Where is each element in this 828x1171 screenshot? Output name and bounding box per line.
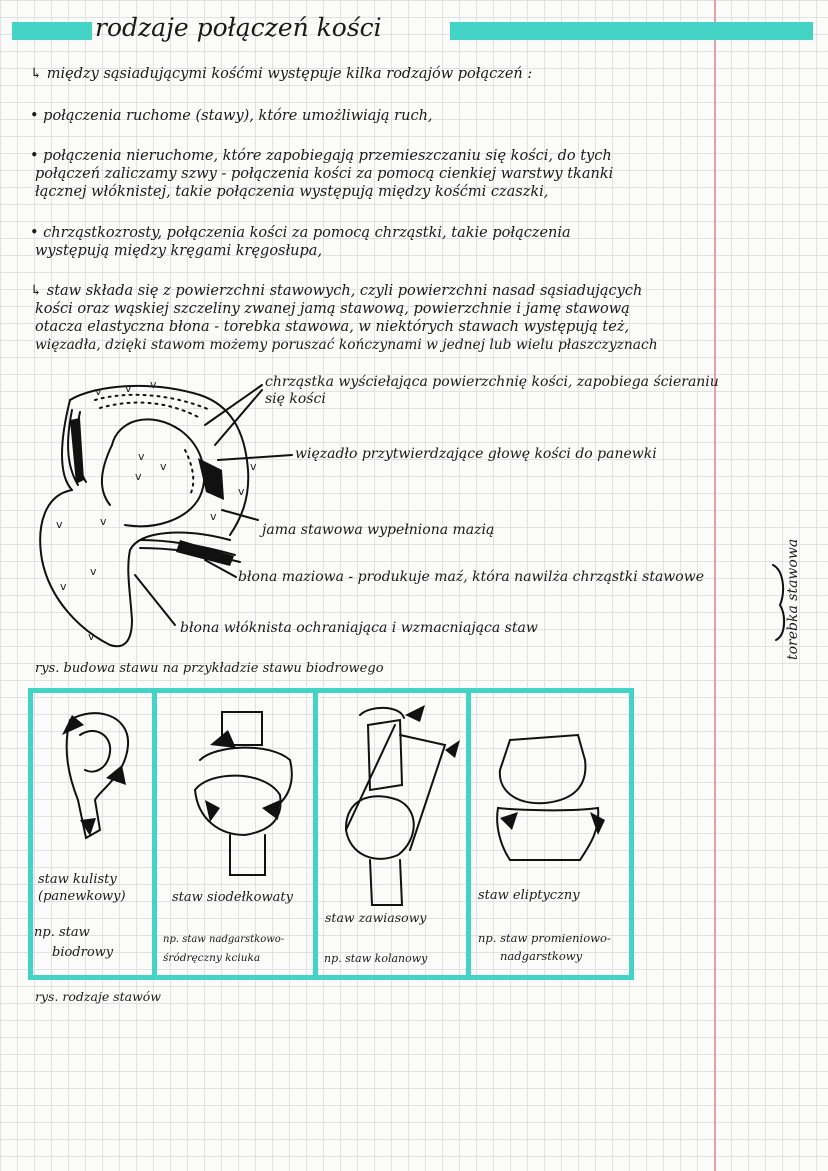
type1-example-line2: biodrowy (52, 945, 114, 960)
svg-text:v: v (60, 580, 67, 593)
svg-text:v: v (100, 515, 107, 528)
label-ligament: więzadło przytwierdzające głowę kości do panewki (295, 446, 657, 462)
svg-text:v: v (238, 485, 245, 498)
svg-text:v: v (95, 385, 102, 398)
type2-example-line1: np. staw nadgarstkowo- (163, 934, 285, 945)
joint-text-line4: więzadła, dzięki stawom możemy poruszać kończynami w jednej lub wielu płaszczyznach (35, 337, 658, 353)
svg-text:v: v (250, 460, 257, 473)
type1-name-line2: (panewkowy) (38, 889, 126, 904)
label-capsule: torebka stawowa (785, 538, 801, 660)
type4-name: staw eliptyczny (478, 888, 580, 903)
svg-text:v: v (125, 382, 132, 395)
type1-name-line1: staw kulisty (38, 872, 117, 887)
label-cavity: jama stawowa wypełniona mazią (262, 522, 495, 538)
joint-text-line1: ↳ staw składa się z powierzchni stawowych, czyli powierzchni nasad sąsiadujących (30, 283, 643, 299)
svg-text:v: v (135, 470, 142, 483)
label-cartilage-line1: chrząstka wyściełająca powierzchnię kości, zapobiega ścieraniu (265, 374, 719, 390)
joint-text-line2: kości oraz wąskiej szczeliny zwanej jamą stawową, powierzchnie i jamę stawową (35, 301, 630, 317)
type4-example-line2: nadgarstkowy (500, 949, 583, 963)
types-caption: rys. rodzaje stawów (35, 989, 162, 1004)
joint-text-line3: otacza elastyczna błona - torebka stawowa, w niektórych stawach występują też, (35, 319, 630, 335)
label-cartilage-line2: się kości (265, 391, 326, 407)
svg-text:v: v (160, 460, 167, 473)
svg-text:v: v (88, 630, 95, 643)
label-synovial: błona maziowa - produkuje maź, która nawilża chrząstki stawowe (238, 569, 704, 585)
type4-example-line1: np. staw promieniowo- (478, 931, 611, 945)
page-title: rodzaje połączeń kości (95, 13, 382, 42)
diagram-caption: rys. budowa stawu na przykładzie stawu biodrowego (35, 661, 384, 676)
type1-example-line1: np. staw (34, 925, 90, 940)
bullet-immovable-line1: • połączenia nieruchome, które zapobiegają przemieszczaniu się kości, do tych (30, 148, 612, 164)
svg-text:v: v (138, 450, 145, 463)
bullet-cartilaginous-line1: • chrząstkozrosty, połączenia kości za pomocą chrząstki, takie połączenia (30, 225, 571, 241)
svg-text:v: v (210, 510, 217, 523)
svg-text:v: v (150, 378, 157, 391)
bullet-immovable-line3: łącznej włóknistej, takie połączenia występują między kośćmi czaszki, (35, 184, 549, 200)
type3-name: staw zawiasowy (325, 910, 427, 925)
type2-name: staw siodełkowaty (172, 890, 293, 905)
bullet-cartilaginous-line2: występują między kręgami kręgosłupa, (35, 243, 323, 259)
bullet-movable: • połączenia ruchome (stawy), które umożliwiają ruch, (30, 108, 433, 124)
type3-example: np. staw kolanowy (324, 952, 428, 965)
intro-line: ↳ między sąsiadującymi kośćmi występuje kilka rodzajów połączeń : (30, 66, 533, 82)
bullet-immovable-line2: połączeń zaliczamy szwy - połączenia kości za pomocą cienkiej warstwy tkanki (35, 166, 614, 182)
label-fibrous: błona włóknista ochraniająca i wzmacniająca staw (180, 620, 538, 636)
type2-example-line2: śródręczny kciuka (163, 952, 261, 964)
svg-text:v: v (90, 565, 97, 578)
svg-text:v: v (56, 518, 63, 531)
